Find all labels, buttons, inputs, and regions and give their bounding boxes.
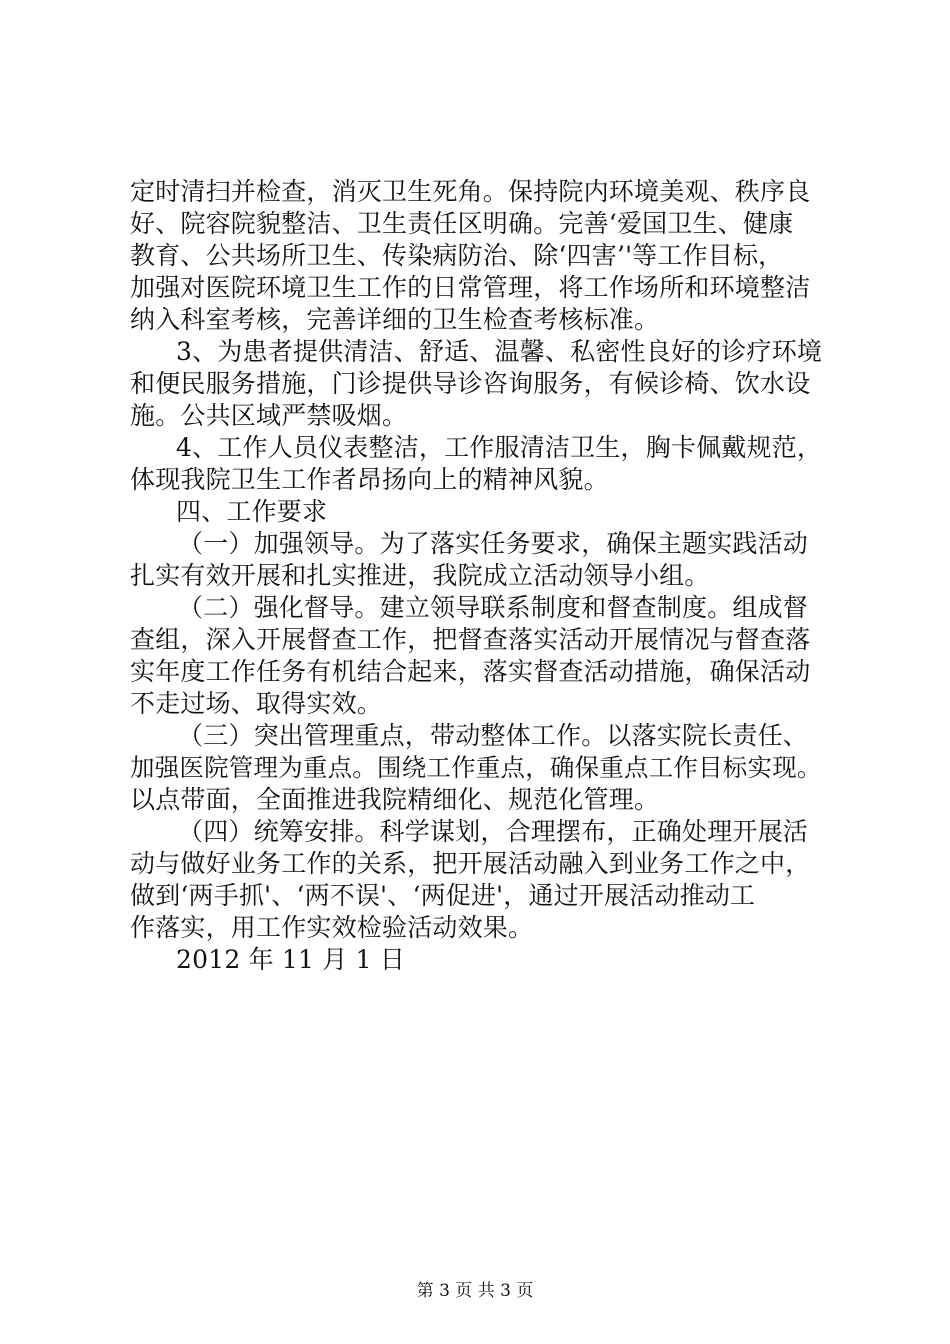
text-line: 动与做好业务工作的关系，把开展活动融入到业务工作之中， (130, 849, 811, 878)
text-line: 不走过场、取得实效。 (130, 689, 383, 718)
text-line: 纳入科室考核，完善详细的卫生检查考核标准。 (130, 305, 660, 334)
text-line: 施。公共区域严禁吸烟。 (130, 401, 408, 430)
text-line: 加强对医院环境卫生工作的日常管理，将工作场所和环境整洁 (130, 273, 811, 302)
text-line: （三）突出管理重点，带动整体工作。以落实院长责任、 (178, 721, 809, 750)
text-line: 3、为患者提供清洁、舒适、温馨、私密性良好的诊疗环境 (176, 337, 823, 366)
text-line: 定时清扫并检查，消灭卫生死角。保持院内环境美观、秩序良 (130, 177, 811, 206)
text-line: 和便民服务措施，门诊提供导诊咨询服务，有候诊椅、饮水设 (130, 369, 811, 398)
document-date: 2012 年 11 月 1 日 (176, 945, 406, 974)
text-line: 实年度工作任务有机结合起来，落实督查活动措施，确保活动 (130, 657, 811, 686)
text-line: （一）加强领导。为了落实任务要求，确保主题实践活动 (178, 529, 809, 558)
text-line: 扎实有效开展和扎实推进，我院成立活动领导小组。 (130, 561, 710, 590)
text-line: 以点带面，全面推进我院精细化、规范化管理。 (130, 785, 660, 814)
page-number-footer: 第 3 页 共 3 页 (416, 1281, 534, 1301)
text-line: （二）强化督导。建立领导联系制度和督查制度。组成督 (178, 593, 809, 622)
text-line: 作落实，用工作实效检验活动效果。 (130, 913, 534, 942)
text-line: 加强医院管理为重点。围绕工作重点，确保重点工作目标实现。 (130, 753, 822, 782)
text-line: 好、院容院貌整洁、卫生责任区明确。完善‘爱国卫生、健康 (130, 209, 794, 238)
text-line: 体现我院卫生工作者昂扬向上的精神风貌。 (130, 465, 609, 494)
section-heading: 四、工作要求 (176, 497, 328, 526)
text-line: （四）统筹安排。科学谋划，合理摆布，正确处理开展活 (178, 817, 809, 846)
text-line: 做到‘两手抓'、‘两不误'、‘两促进'，通过开展活动推动工 (130, 881, 756, 910)
text-line: 教育、公共场所卫生、传染病防治、除‘四害’'等工作目标， (130, 241, 784, 270)
text-line: 查组，深入开展督查工作，把督查落实活动开展情况与督查落 (130, 625, 811, 654)
text-line: 4、工作人员仪表整洁，工作服清洁卫生，胸卡佩戴规范， (176, 433, 823, 462)
